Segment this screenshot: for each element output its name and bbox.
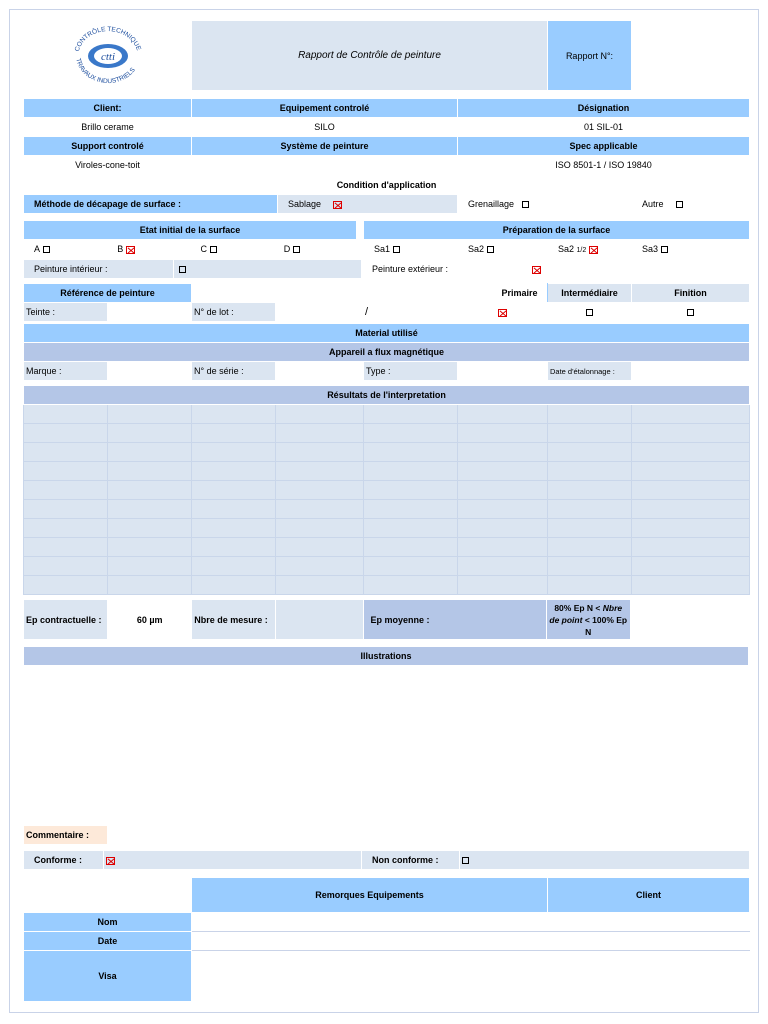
resultats-cell[interactable]: [632, 519, 750, 538]
preparation-table: [363, 220, 750, 259]
resultats-cell[interactable]: [24, 405, 108, 424]
resultats-cell[interactable]: [548, 538, 632, 557]
ctti-logo-icon: [68, 25, 148, 85]
reference-title: Référence de peinture: [24, 284, 192, 303]
resultats-cell[interactable]: [458, 500, 548, 519]
primaire-option[interactable]: [458, 303, 548, 322]
methode-label: Méthode de décapage de surface :: [24, 195, 278, 214]
etat-d-label: D: [283, 244, 291, 254]
resultats-cell[interactable]: [24, 462, 108, 481]
etat-table: [23, 220, 357, 259]
resultats-cell[interactable]: [632, 462, 750, 481]
resultats-cell[interactable]: [108, 462, 192, 481]
resultats-cell[interactable]: [548, 500, 632, 519]
signatures-row-visa: Visa: [24, 951, 192, 1002]
resultats-cell[interactable]: [364, 557, 458, 576]
ep-range-suffix: < 100% Ep N: [584, 614, 628, 637]
resultats-cell[interactable]: [192, 443, 276, 462]
resultats-cell[interactable]: [632, 443, 750, 462]
commentaire-table: [23, 825, 749, 845]
support-value[interactable]: Viroles-cone-toit: [24, 156, 192, 175]
resultats-cell[interactable]: [548, 557, 632, 576]
resultats-cell[interactable]: [632, 481, 750, 500]
prep-sa2-half-sub: 1/2: [576, 247, 587, 254]
spec-label: Spec applicable: [458, 137, 750, 156]
resultats-row: [24, 462, 750, 481]
resultats-cell[interactable]: [24, 519, 108, 538]
resultats-row: [24, 405, 750, 424]
primaire-label: Primaire: [501, 288, 538, 298]
resultats-cell[interactable]: [364, 500, 458, 519]
resultats-cell[interactable]: [364, 576, 458, 595]
resultats-cell[interactable]: [192, 557, 276, 576]
equipement-value[interactable]: SILO: [192, 118, 458, 137]
ep-moyenne-label: Ep moyenne :: [364, 600, 546, 640]
resultats-cell[interactable]: [632, 576, 750, 595]
resultats-cell[interactable]: [276, 481, 364, 500]
reference-table: [23, 283, 750, 322]
signatures-corner: [24, 878, 192, 913]
resultats-cell[interactable]: [276, 538, 364, 557]
resultats-cell[interactable]: [458, 481, 548, 500]
systeme-value[interactable]: [192, 156, 458, 175]
etat-c[interactable]: [190, 240, 273, 259]
resultats-table: [23, 385, 750, 595]
resultats-cell[interactable]: [108, 557, 192, 576]
logo-ring-top: CONTRÔLE TECHNIQUE: [73, 25, 142, 52]
conforme-option[interactable]: [104, 851, 362, 870]
header-table: [23, 20, 750, 91]
peinture-interieur-option[interactable]: [174, 260, 362, 279]
ep-range-note: [546, 600, 630, 640]
etat-a[interactable]: [24, 240, 107, 259]
lot-label: N° de lot :: [192, 303, 276, 322]
condition-title: Condition d'application: [24, 176, 750, 195]
resultats-cell[interactable]: [192, 424, 276, 443]
conforme-label: Conforme :: [24, 851, 104, 870]
spec-value[interactable]: ISO 8501-1 / ISO 19840: [458, 156, 750, 175]
resultats-cell[interactable]: [108, 519, 192, 538]
resultats-cell[interactable]: [24, 443, 108, 462]
condition-table: [23, 175, 750, 214]
etat-c-label: C: [200, 244, 207, 254]
resultats-cell[interactable]: [108, 481, 192, 500]
logo-cell: [24, 21, 192, 91]
resultats-row: [24, 424, 750, 443]
illustrations-area[interactable]: [24, 666, 749, 819]
client-value[interactable]: Brillo cerame: [24, 118, 192, 137]
prep-sa1-checkbox[interactable]: [393, 246, 400, 253]
illustrations-table: [23, 646, 749, 819]
conforme-checkbox-checked[interactable]: [106, 857, 115, 865]
resultats-cell[interactable]: [108, 576, 192, 595]
date-client-field[interactable]: [548, 932, 750, 951]
resultats-cell[interactable]: [548, 462, 632, 481]
nbre-mesure-label: Nbre de mesure :: [192, 600, 276, 640]
resultats-cell[interactable]: [548, 405, 632, 424]
resultats-row: [24, 500, 750, 519]
non-conforme-label: Non conforme :: [362, 851, 460, 870]
page-title: Rapport de Contrôle de peinture: [192, 21, 548, 91]
prep-sa1[interactable]: [364, 240, 458, 259]
visa-client-field[interactable]: [548, 951, 750, 1002]
resultats-cell[interactable]: [364, 481, 458, 500]
resultats-cell[interactable]: [276, 462, 364, 481]
commentaire-value[interactable]: [108, 826, 749, 845]
etat-d-checkbox[interactable]: [293, 246, 300, 253]
resultats-cell[interactable]: [276, 576, 364, 595]
resultats-cell[interactable]: [548, 424, 632, 443]
resultats-cell[interactable]: [276, 557, 364, 576]
resultats-cell[interactable]: [364, 443, 458, 462]
prep-sa2-half-label: Sa2: [558, 244, 575, 254]
resultats-row: [24, 481, 750, 500]
signatures-col-client: Client: [548, 878, 750, 913]
resultats-cell[interactable]: [364, 405, 458, 424]
resultats-cell[interactable]: [364, 519, 458, 538]
signatures-row-date: Date: [24, 932, 192, 951]
primaire-header: [192, 284, 548, 303]
logo-mark: ctti: [100, 50, 115, 63]
resultats-cell[interactable]: [192, 519, 276, 538]
prep-sa3-label: Sa3: [642, 244, 659, 254]
resultats-cell[interactable]: [632, 405, 750, 424]
support-label: Support controlé: [24, 137, 192, 156]
resultats-cell[interactable]: [548, 519, 632, 538]
intermediaire-checkbox[interactable]: [586, 309, 593, 316]
conformite-table: [23, 850, 750, 870]
material-table: [23, 323, 750, 381]
prep-sa3[interactable]: [632, 240, 750, 259]
resultats-cell[interactable]: [276, 443, 364, 462]
option-grenaillage[interactable]: [458, 195, 632, 214]
sablage-checkbox-checked[interactable]: [333, 201, 342, 209]
systeme-label: Système de peinture: [192, 137, 458, 156]
date-remorques-field[interactable]: [192, 932, 548, 951]
resultats-cell[interactable]: [108, 405, 192, 424]
resultats-cell[interactable]: [108, 424, 192, 443]
grenaillage-checkbox[interactable]: [522, 201, 529, 208]
lot-value[interactable]: /: [276, 303, 458, 322]
resultats-row: [24, 519, 750, 538]
resultats-cell[interactable]: [364, 538, 458, 557]
peinture-exterieur-label: Peinture extérieur :: [362, 260, 530, 279]
resultats-cell[interactable]: [632, 500, 750, 519]
resultats-cell[interactable]: [364, 424, 458, 443]
resultats-row: [24, 557, 750, 576]
type-value[interactable]: [458, 362, 548, 381]
resultats-cell[interactable]: [548, 481, 632, 500]
etat-c-checkbox[interactable]: [210, 246, 217, 253]
client-info-table: [23, 98, 750, 175]
resultats-cell[interactable]: [458, 405, 548, 424]
grenaillage-label: Grenaillage: [468, 199, 515, 209]
prep-sa2-label: Sa2: [468, 244, 485, 254]
resultats-cell[interactable]: [24, 576, 108, 595]
intermediaire-option[interactable]: [548, 303, 632, 322]
teinte-value[interactable]: [108, 303, 192, 322]
signatures-col-remorques: Remorques Equipements: [192, 878, 548, 913]
signatures-row-nom: Nom: [24, 913, 192, 932]
resultats-cell[interactable]: [458, 424, 548, 443]
date-etalonnage-label: Date d'étalonnage :: [548, 362, 632, 381]
visa-remorques-field[interactable]: [192, 951, 548, 1002]
autre-checkbox[interactable]: [676, 201, 683, 208]
peinture-table: [23, 259, 750, 279]
prep-sa3-checkbox[interactable]: [661, 246, 668, 253]
etat-b-checkbox-checked[interactable]: [126, 246, 135, 254]
resultats-cell[interactable]: [548, 443, 632, 462]
finition-checkbox[interactable]: [687, 309, 694, 316]
resultats-cell[interactable]: [192, 576, 276, 595]
sablage-label: Sablage: [288, 199, 322, 209]
resultats-title: Résultats de l'interpretation: [24, 386, 750, 405]
appareil-title: Appareil a flux magnétique: [24, 343, 750, 362]
resultats-cell[interactable]: [108, 443, 192, 462]
logo-ring-bottom: TRAVAUX INDUSTRIELS: [73, 57, 137, 85]
resultats-cell[interactable]: [108, 538, 192, 557]
resultats-row: [24, 538, 750, 557]
client-label: Client:: [24, 99, 192, 118]
resultats-cell[interactable]: [458, 443, 548, 462]
teinte-label: Teinte :: [24, 303, 108, 322]
resultats-cell[interactable]: [276, 424, 364, 443]
commentaire-label: Commentaire :: [24, 826, 108, 845]
serie-value[interactable]: [276, 362, 364, 381]
ep-range-italic: Nbre de point: [549, 602, 623, 625]
peinture-exterieur-option[interactable]: [530, 260, 750, 279]
etat-a-checkbox[interactable]: [43, 246, 50, 253]
illustrations-title: Illustrations: [24, 647, 749, 666]
resultats-cell[interactable]: [24, 500, 108, 519]
etat-a-label: A: [34, 244, 41, 254]
resultats-cell[interactable]: [24, 557, 108, 576]
resultats-cell[interactable]: [458, 538, 548, 557]
ep-contract-value[interactable]: 60 µm: [108, 600, 192, 640]
resultats-cell[interactable]: [192, 462, 276, 481]
resultats-cell[interactable]: [24, 538, 108, 557]
resultats-cell[interactable]: [364, 462, 458, 481]
ep-range-value[interactable]: [630, 600, 748, 640]
peinture-interieur-label: Peinture intérieur :: [24, 260, 174, 279]
non-conforme-checkbox[interactable]: [462, 857, 469, 864]
resultats-cell[interactable]: [458, 519, 548, 538]
serie-label: N° de série :: [192, 362, 276, 381]
resultats-cell[interactable]: [24, 481, 108, 500]
resultats-cell[interactable]: [108, 500, 192, 519]
nbre-mesure-value[interactable]: [276, 600, 364, 640]
resultats-cell[interactable]: [276, 500, 364, 519]
resultats-cell[interactable]: [548, 576, 632, 595]
etat-b-label: B: [117, 244, 124, 254]
resultats-cell[interactable]: [276, 405, 364, 424]
resultats-cell[interactable]: [458, 462, 548, 481]
finition-header: Finition: [632, 284, 750, 303]
resultats-cell[interactable]: [192, 481, 276, 500]
option-autre[interactable]: [632, 195, 750, 214]
resultats-cell[interactable]: [192, 500, 276, 519]
designation-value[interactable]: 01 SIL-01: [458, 118, 750, 137]
autre-label: Autre: [642, 199, 664, 209]
resultats-row: [24, 576, 750, 595]
peinture-exterieur-checkbox-checked[interactable]: [532, 266, 541, 274]
option-sablage[interactable]: [278, 195, 458, 214]
type-label: Type :: [364, 362, 458, 381]
non-conforme-option[interactable]: [460, 851, 750, 870]
resultats-row: [24, 443, 750, 462]
finition-option[interactable]: [632, 303, 750, 322]
preparation-title: Préparation de la surface: [364, 221, 750, 240]
date-etalonnage-value[interactable]: [632, 362, 750, 381]
signatures-table: [23, 877, 750, 1002]
prep-sa2-half-checkbox-checked[interactable]: [589, 246, 598, 254]
marque-value[interactable]: [108, 362, 192, 381]
peinture-interieur-checkbox[interactable]: [179, 266, 186, 273]
rapport-value[interactable]: [632, 21, 750, 91]
resultats-cell[interactable]: [458, 557, 548, 576]
prep-sa1-label: Sa1: [374, 244, 391, 254]
nom-client-field[interactable]: [548, 913, 750, 932]
etat-b[interactable]: [107, 240, 190, 259]
resultats-cell[interactable]: [632, 557, 750, 576]
resultats-cell[interactable]: [192, 405, 276, 424]
resultats-cell[interactable]: [632, 424, 750, 443]
intermediaire-header: Intermédiaire: [548, 284, 632, 303]
ep-range-prefix: 80% Ep N <: [554, 602, 601, 613]
prep-sa2[interactable]: [458, 240, 548, 259]
prep-sa2-checkbox[interactable]: [487, 246, 494, 253]
material-title: Material utilisé: [24, 324, 750, 343]
resultats-cell[interactable]: [24, 424, 108, 443]
resultats-cell[interactable]: [192, 538, 276, 557]
etat-title: Etat initial de la surface: [24, 221, 357, 240]
ep-contract-label: Ep contractuelle :: [24, 600, 108, 640]
prep-sa2-half[interactable]: [548, 240, 632, 259]
etat-d[interactable]: [273, 240, 356, 259]
resultats-cell[interactable]: [632, 538, 750, 557]
resultats-cell[interactable]: [458, 576, 548, 595]
nom-remorques-field[interactable]: [192, 913, 548, 932]
marque-label: Marque :: [24, 362, 108, 381]
resultats-cell[interactable]: [276, 519, 364, 538]
rapport-label: Rapport N°:: [548, 21, 632, 91]
primaire-checkbox-checked[interactable]: [498, 309, 507, 317]
equipement-label: Equipement controlé: [192, 99, 458, 118]
mesure-table: [23, 599, 749, 640]
designation-label: Désignation: [458, 99, 750, 118]
